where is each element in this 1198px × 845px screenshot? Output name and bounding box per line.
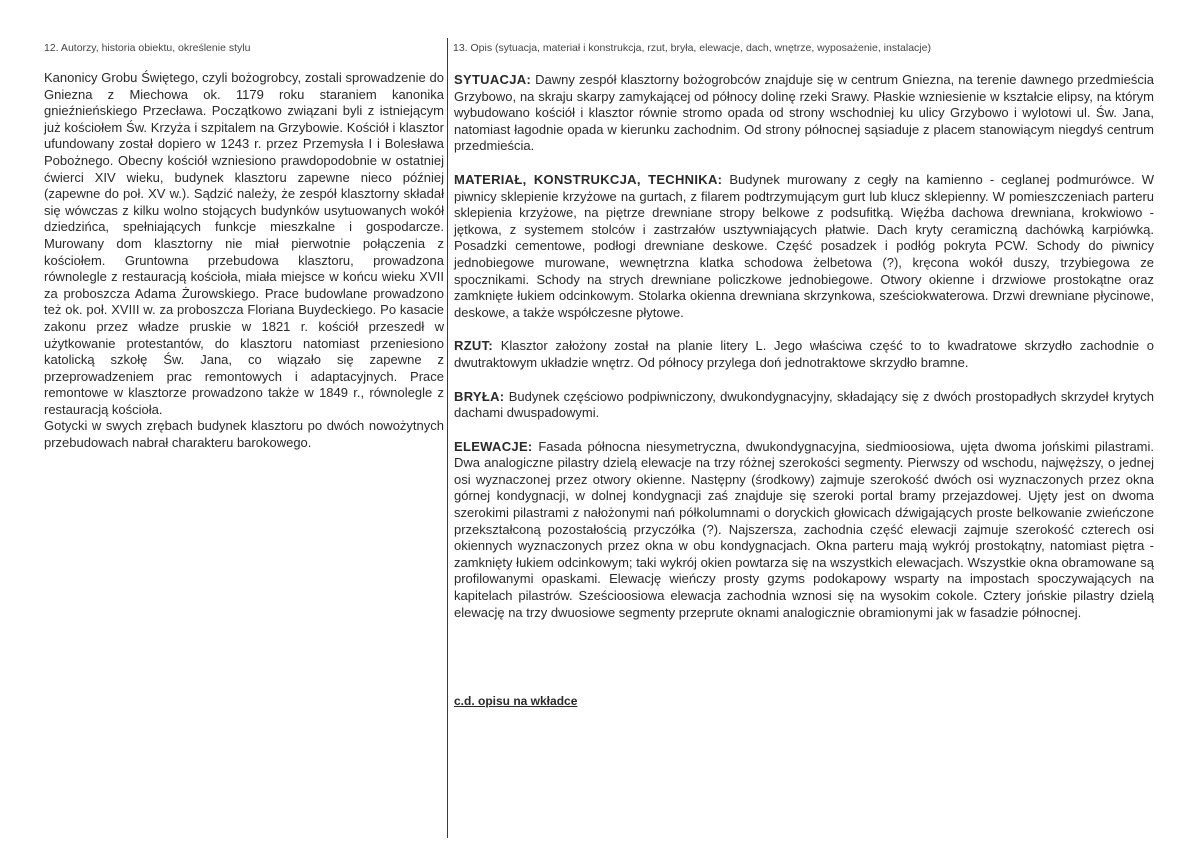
section-label: BRYŁA: (454, 388, 505, 404)
column-divider (447, 38, 448, 838)
description-column (454, 72, 1154, 638)
section-label: RZUT: (454, 338, 494, 354)
section-rzut (454, 338, 1154, 371)
section-material (454, 172, 1154, 321)
section-sytuacja (454, 72, 1154, 155)
section-label: SYTUACJA: (454, 72, 532, 87)
section-label: ELEWACJE: (454, 438, 533, 454)
continuation-note: c.d. opisu na wkładce (454, 694, 578, 708)
right-column-header: 13. Opis (sytuacja, materiał i konstrukcja, rzut, bryła, elewacje, dach, wnętrze, wyposażenie, instalacje) (453, 42, 931, 54)
history-paragraph: Kanonicy Grobu Świętego, czyli bożogrobcy, zostali sprowadzenie do Gniezna z Miechowa ok. 1179 roku staraniem kanonika gnieźnieńskiego Przecława. Początkowo związani byli z istniejącym już kościołem Św. Krzyża i szpitalem na Grzybowie. Kościół i klasztor ufundowany został dopiero w 1243 r. przez Przemysła I i Bolesława Pobożnego. Obecny kościół wzniesiono prawdopodobnie w ostatniej ćwierci XIV wieku, budynek klasztoru zapewne nieco później (zapewne do poł. XV w.). Sądzić należy, że zespół klasztorny składał się wówczas z kilku wolno stojących budynków usytuowanych wokół dziedzińca, spełniających funkcje mieszkalne i gospodarcze. Murowany dom klasztorny nie miał pierwotnie połączenia z kościołem. Gruntowna przebudowa klasztoru, prowadzona równolegle z restauracją kościoła, miała miejsce w końcu wieku XVII za proboszcza Adama Żurowskiego. Prace budowlane prowadzono też ok. poł. XVIII w. za proboszcza Floriana Buydeckiego. Po kasacie zakonu przez władze pruskie w 1821 r. kościół przeszedł w użytkowanie protestantów, do klasztoru natomiast przeniesiono katolicką szkołę Św. Jana, co wiązało się zapewne z przeprowadzeniem prac remontowych i adaptacyjnych. Prace remontowe w klasztorze prowadzono także w 1849 r., równolegle z restauracją kościoła. (44, 70, 444, 417)
section-bryla (454, 389, 1154, 422)
section-text: Dawny zespół klasztorny bożogrobców znajduje się w centrum Gniezna, na terenie dawnego przedmieścia Grzybowo, na skraju skarpy zamykającej od północy dolinę rzeki Srawy. Płaskie wzniesienie w kształcie elipsy, na którym wybudowano kościół i klasztor równie stromo opada od strony wschodniej ku ulicy Grzybowo i wylotowi ul. Św. Jana, natomiast łagodnie opada w kierunku zachodnim. Od strony północnej sąsiaduje z placem stanowiącym niegdyś centrum przedmieścia. (454, 72, 1154, 154)
section-elewacje (454, 439, 1154, 622)
left-column-header: 12. Autorzy, historia obiektu, określenie stylu (44, 42, 251, 54)
section-label: MATERIAŁ, KONSTRUKCJA, TECHNIKA: (454, 171, 723, 187)
history-column (44, 70, 444, 452)
section-text: Klasztor założony został na planie litery L. Jego właściwa część to to kwadratowe skrzydło zachodnie o dwutraktowym układzie wnętrz. Od północy przylega doń jednotraktowe skrzydło bramne. (454, 338, 1154, 370)
history-paragraph-style: Gotycki w swych zrębach budynek klasztoru po dwóch nowożytnych przebudowach nabrał charakteru barokowego. (44, 418, 444, 451)
section-text: Budynek częściowo podpiwniczony, dwukondygnacyjny, składający się z dwóch prostopadłych skrzydeł krytych dachami dwuspadowymi. (454, 388, 1154, 421)
section-text: Fasada północna niesymetryczna, dwukondygnacyjna, siedmioosiowa, ujęta dwoma jońskimi pilastrami. Dwa analogiczne pilastry dzielą elewacje na trzy różnej szerokości segmenty. Pierwszy od wschodu, najwęższy, o jednej osi wyznaczonej przez otwory okienne. Następny (środkowy) zajmuje szerokość dwóch osi wyznaczonych przez okna górnej kondygnacji, w dolnej kondygnacji zaś znajduje się szeroki portal bramy przejazdowej. Ujęty jest on dwoma szerokimi pilastrami z nałożonymi nań półkolumnami o doryckich głowicach dźwigających proste belkowanie zwieńczone przekształconą pozostałością przyczółka (?). Najszersza, zachodnia część elewacji zajmuje szerokość czterech osi okiennych wyznaczonych przez okna w obu kondygnacjach. Okna parteru mają wykrój prostokątny, natomiast piętra - zamknięty łukiem odcinkowym; taki wykrój okien powtarza się na wszystkich elewacjach. Wszystkie okna obramowane są profilowanymi opaskami. Elewację wieńczy prosty gzyms podokapowy wsparty na impostach spoczywających na kapitelach pilastrów. Sześcioosiowa elewacja zachodnia wznosi się na wysokim cokole. Cztery jońskie pilastry dzielą elewację na trzy dwuosiowe segmenty przeprute oknami analogicznie obramionymi jak w fasadzie północnej. (454, 438, 1154, 620)
section-text: Budynek murowany z cegły na kamienno - ceglanej podmurówce. W piwnicy sklepienie krzyżowe na gurtach, z filarem podtrzymującym gurt lub klucz sklepienny. W pomieszczeniach parteru sklepienia krzyżowe, na piętrze drewniane stropy belkowe z podsufitką. Więźba dachowa drewniana, krokwiowo - jętkowa, z systemem stolców i zastrzałów usztywniających płatwie. Dach kryty ceramiczną dachówką karpiówką. Posadzki cementowe, podłogi drewniane deskowe. Część posadzek i podłóg pokryta PCW. Schody do piwnicy jednobiegowe murowane, wewnętrzna klatka schodowa żelbetowa (?), kręcona wokół duszy, trzybiegowa ze spocznikami. Schody na strych drewniane policzkowe jednobiegowe. Otwory okienne i drzwiowe prostokątne oraz zamknięte łukiem odcinkowym. Stolarka okienna drewniana skrzynkowa, sześciokwaterowa. Drzwi drewniane płycinowe, deskowe, a także współczesne płytowe. (454, 171, 1155, 320)
